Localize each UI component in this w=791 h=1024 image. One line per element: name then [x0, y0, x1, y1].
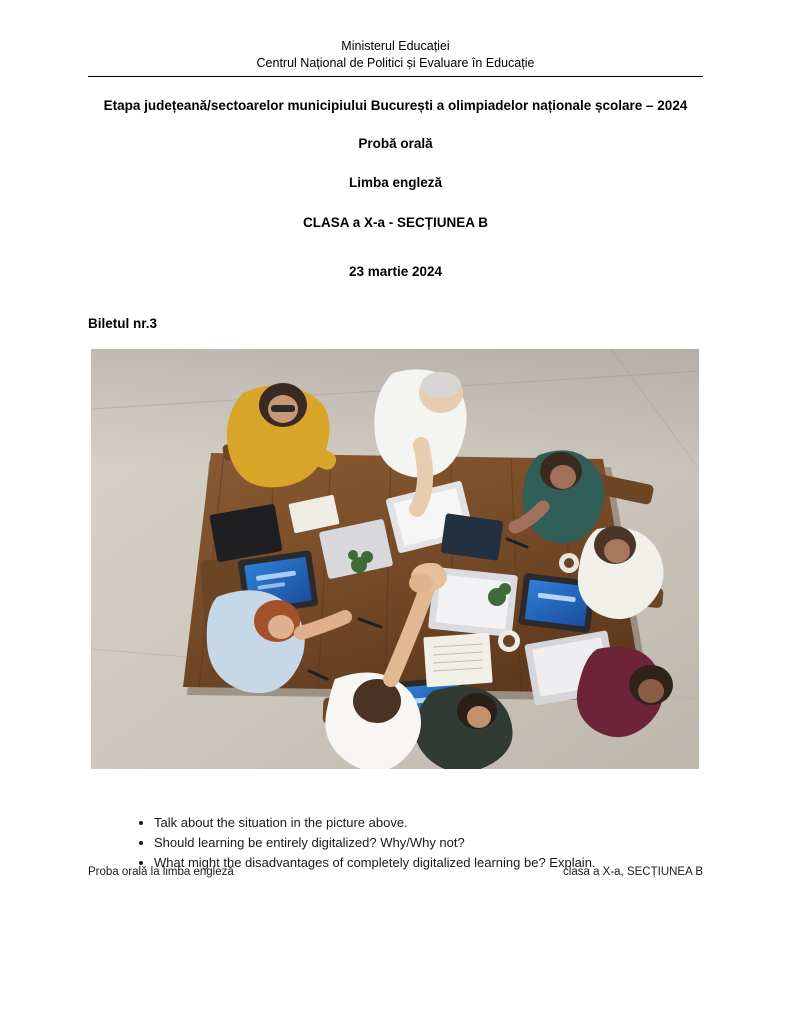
exam-class: CLASA a X-a - SECȚIUNEA B	[302, 215, 489, 231]
title-block	[88, 97, 703, 281]
questions-block	[88, 813, 703, 873]
masthead	[88, 38, 703, 72]
page-title: Etapa județeană/sectoarelor municipiului București a olimpiadelor naționale școlare – 2024	[103, 97, 688, 113]
list-item: • Should learning be entirely digitalized? Why/Why not?	[154, 833, 703, 853]
ministry-line: Ministerul Educației	[341, 39, 450, 53]
exam-date: 23 martie 2024	[348, 263, 443, 279]
footer-right: clasa a X-a, SECȚIUNEA B	[563, 866, 703, 878]
page-footer	[88, 866, 703, 878]
situation-photo	[91, 349, 699, 769]
ticket-label: Biletul nr.3	[88, 315, 158, 331]
list-item: • Talk about the situation in the picture above.	[154, 813, 703, 833]
list-item: • What might the disadvantages of completely digitalized learning be? Explain.	[154, 853, 703, 873]
questions-list	[130, 813, 703, 873]
center-line: Centrul Național de Politici și Evaluare în Educație	[256, 55, 535, 70]
photo-illustration	[91, 349, 699, 769]
header-divider	[88, 76, 703, 77]
footer-left: Proba orală la limba engleză	[88, 866, 234, 878]
exam-kind: Probă orală	[358, 135, 433, 151]
exam-subject: Limba engleză	[348, 175, 443, 191]
